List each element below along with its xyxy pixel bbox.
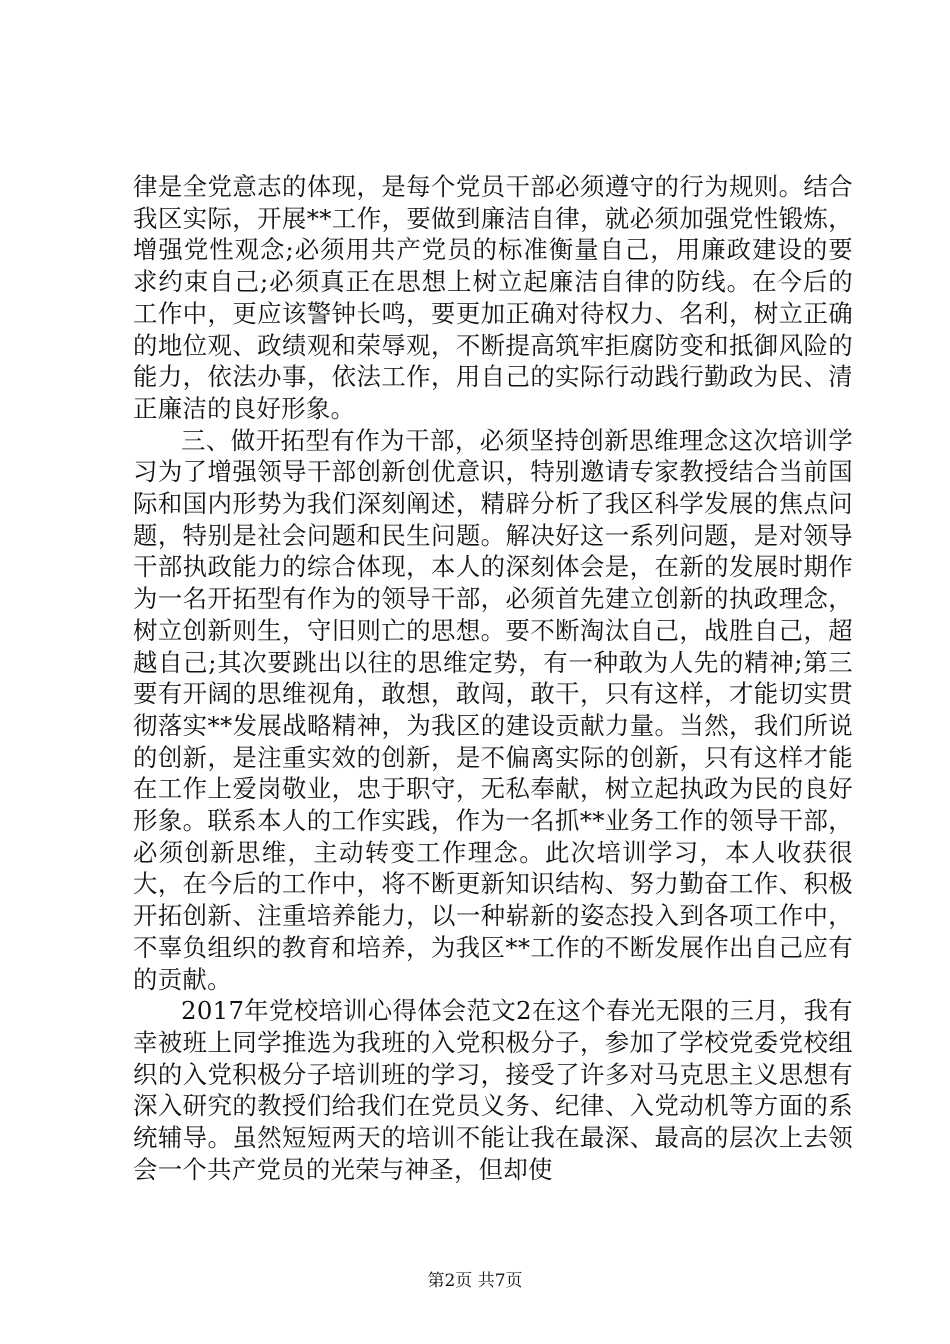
- paragraph-innovation: 三、做开拓型有作为干部，必须坚持创新思维理念这次培训学习为了增强领导干部创新创优意识，特别邀请专家教授结合当前国际和国内形势为我们深刻阐述，精辟分析了我区科学发展的焦点问题，特别是社会问题和民生问题。解决好这一系列问题，是对领导干部执政能力的综合体现，本人的深刻体会是，在新的发展时期作为一名开拓型有作为的领导干部，必须首先建立创新的执政理念，树立创新则生，守旧则亡的思想。要不断淘汰自己，战胜自己，超越自己;其次要跳出以往的思维定势，有一种敢为人先的精神;第三要有开阔的思维视角，敢想，敢闯，敢干，只有这样，才能切实贯彻落实**发展战略精神，为我区的建设贡献力量。当然，我们所说的创新，是注重实效的创新，是不偏离实际的创新，只有这样才能在工作上爱岗敬业，忠于职守，无私奉献，树立起执政为民的良好形象。联系本人的工作实践，作为一名抓**业务工作的领导干部，必须创新思维，主动转变工作理念。此次培训学习，本人收获很大，在今后的工作中，将不断更新知识结构、努力勤奋工作、积极开拓创新、注重培养能力，以一种崭新的姿态投入到各项工作中，不辜负组织的教育和培养，为我区**工作的不断发展作出自己应有的贡献。: [133, 425, 853, 994]
- document-body: [133, 171, 853, 1186]
- paragraph-discipline: 律是全党意志的体现，是每个党员干部必须遵守的行为规则。结合我区实际，开展**工作，要做到廉洁自律，就必须加强党性锻炼，增强党性观念;必须用共产党员的标准衡量自己，用廉政建设的要求约束自己;必须真正在思想上树立起廉洁自律的防线。在今后的工作中，更应该警钟长鸣，要更加正确对待权力、名利，树立正确的地位观、政绩观和荣辱观，不断提高筑牢拒腐防变和抵御风险的能力，依法办事，依法工作，用自己的实际行动践行勤政为民、清正廉洁的良好形象。: [133, 172, 853, 423]
- paragraph-sample-essay: 2017年党校培训心得体会范文2在这个春光无限的三月，我有幸被班上同学推选为我班的入党积极分子，参加了学校党委党校组织的入党积极分子培训班的学习，接受了许多对马克思主义思想有深入研究的教授们给我们在党员义务、纪律、入党动机等方面的系统辅导。虽然短短两天的培训不能让我在最深、最高的层次上去领会一个共产党员的光荣与神圣，但却使: [133, 996, 853, 1184]
- page-footer: 第2页 共7页: [427, 1271, 523, 1291]
